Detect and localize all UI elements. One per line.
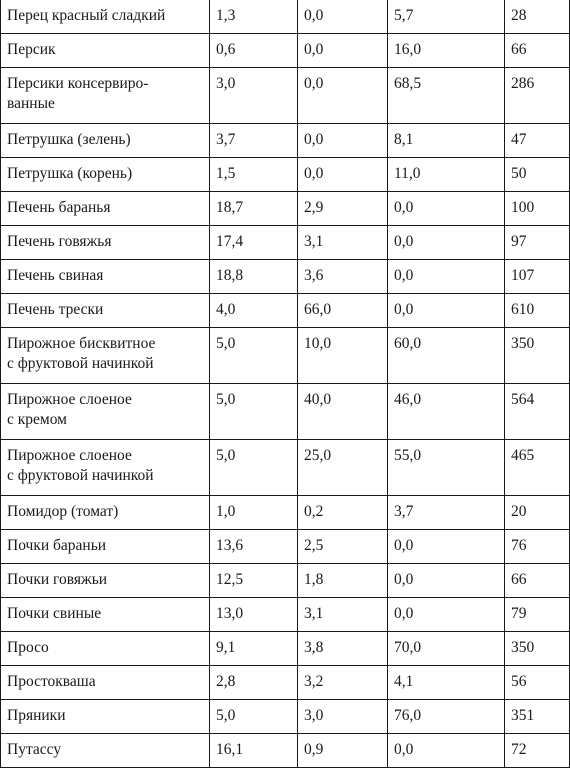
value-cell-1: 1,5 bbox=[210, 158, 298, 192]
product-name-cell: Петрушка (зелень) bbox=[1, 124, 210, 158]
value-cell-3: 76,0 bbox=[388, 700, 505, 734]
product-name-cell: Простокваша bbox=[1, 666, 210, 700]
value-cell-4: 20 bbox=[505, 496, 570, 530]
value-cell-3: 70,0 bbox=[388, 632, 505, 666]
value-cell-3: 8,1 bbox=[388, 124, 505, 158]
table-row bbox=[1, 192, 570, 226]
table-row bbox=[1, 384, 570, 440]
value-cell-1: 18,7 bbox=[210, 192, 298, 226]
table-row bbox=[1, 700, 570, 734]
value-cell-4: 76 bbox=[505, 530, 570, 564]
value-cell-1: 18,8 bbox=[210, 260, 298, 294]
value-cell-2: 40,0 bbox=[298, 384, 388, 440]
value-cell-1: 3,0 bbox=[210, 68, 298, 124]
value-cell-4: 350 bbox=[505, 328, 570, 384]
table-row bbox=[1, 496, 570, 530]
product-name-cell: Пирожное бисквитное с фруктовой начинкой bbox=[1, 328, 210, 384]
value-cell-2: 3,8 bbox=[298, 632, 388, 666]
value-cell-4: 97 bbox=[505, 226, 570, 260]
product-name-cell: Петрушка (корень) bbox=[1, 158, 210, 192]
product-name-cell: Почки бараньи bbox=[1, 530, 210, 564]
value-cell-2: 0,0 bbox=[298, 0, 388, 34]
value-cell-2: 10,0 bbox=[298, 328, 388, 384]
product-name-cell: Печень говяжья bbox=[1, 226, 210, 260]
value-cell-4: 50 bbox=[505, 158, 570, 192]
value-cell-2: 3,2 bbox=[298, 666, 388, 700]
value-cell-4: 350 bbox=[505, 632, 570, 666]
value-cell-2: 0,0 bbox=[298, 68, 388, 124]
value-cell-4: 564 bbox=[505, 384, 570, 440]
value-cell-3: 0,0 bbox=[388, 598, 505, 632]
value-cell-2: 0,2 bbox=[298, 496, 388, 530]
value-cell-1: 5,0 bbox=[210, 700, 298, 734]
value-cell-1: 1,3 bbox=[210, 0, 298, 34]
value-cell-2: 0,0 bbox=[298, 34, 388, 68]
value-cell-3: 60,0 bbox=[388, 328, 505, 384]
value-cell-2: 1,8 bbox=[298, 564, 388, 598]
table-row bbox=[1, 68, 570, 124]
value-cell-3: 0,0 bbox=[388, 294, 505, 328]
value-cell-3: 46,0 bbox=[388, 384, 505, 440]
value-cell-2: 2,5 bbox=[298, 530, 388, 564]
value-cell-3: 0,0 bbox=[388, 734, 505, 768]
value-cell-2: 2,9 bbox=[298, 192, 388, 226]
product-name-cell: Персики консервиро- ванные bbox=[1, 68, 210, 124]
value-cell-4: 79 bbox=[505, 598, 570, 632]
value-cell-3: 5,7 bbox=[388, 0, 505, 34]
table-row bbox=[1, 632, 570, 666]
product-name-cell: Печень баранья bbox=[1, 192, 210, 226]
value-cell-4: 107 bbox=[505, 260, 570, 294]
value-cell-1: 12,5 bbox=[210, 564, 298, 598]
value-cell-3: 4,1 bbox=[388, 666, 505, 700]
value-cell-1: 1,0 bbox=[210, 496, 298, 530]
product-name-cell: Печень свиная bbox=[1, 260, 210, 294]
value-cell-2: 66,0 bbox=[298, 294, 388, 328]
value-cell-4: 351 bbox=[505, 700, 570, 734]
value-cell-3: 68,5 bbox=[388, 68, 505, 124]
table-row bbox=[1, 564, 570, 598]
value-cell-4: 47 bbox=[505, 124, 570, 158]
product-name-cell: Просо bbox=[1, 632, 210, 666]
value-cell-1: 17,4 bbox=[210, 226, 298, 260]
value-cell-2: 25,0 bbox=[298, 440, 388, 496]
value-cell-1: 3,7 bbox=[210, 124, 298, 158]
value-cell-1: 5,0 bbox=[210, 328, 298, 384]
value-cell-4: 66 bbox=[505, 34, 570, 68]
value-cell-4: 72 bbox=[505, 734, 570, 768]
product-name-cell: Почки говяжьи bbox=[1, 564, 210, 598]
value-cell-2: 3,0 bbox=[298, 700, 388, 734]
table-row bbox=[1, 294, 570, 328]
value-cell-4: 286 bbox=[505, 68, 570, 124]
table-row bbox=[1, 0, 570, 34]
table-row bbox=[1, 440, 570, 496]
value-cell-2: 0,0 bbox=[298, 124, 388, 158]
product-name-cell: Пирожное слоеное с кремом bbox=[1, 384, 210, 440]
value-cell-3: 11,0 bbox=[388, 158, 505, 192]
table-row bbox=[1, 158, 570, 192]
value-cell-1: 13,0 bbox=[210, 598, 298, 632]
table-row bbox=[1, 260, 570, 294]
value-cell-2: 3,6 bbox=[298, 260, 388, 294]
value-cell-2: 3,1 bbox=[298, 226, 388, 260]
value-cell-1: 13,6 bbox=[210, 530, 298, 564]
value-cell-1: 2,8 bbox=[210, 666, 298, 700]
value-cell-3: 0,0 bbox=[388, 564, 505, 598]
value-cell-4: 465 bbox=[505, 440, 570, 496]
product-name-cell: Пирожное слоеное с фруктовой начинкой bbox=[1, 440, 210, 496]
value-cell-1: 16,1 bbox=[210, 734, 298, 768]
table-row bbox=[1, 124, 570, 158]
value-cell-4: 56 bbox=[505, 666, 570, 700]
value-cell-4: 66 bbox=[505, 564, 570, 598]
value-cell-3: 0,0 bbox=[388, 260, 505, 294]
value-cell-1: 5,0 bbox=[210, 440, 298, 496]
table-row bbox=[1, 34, 570, 68]
product-name-cell: Помидор (томат) bbox=[1, 496, 210, 530]
value-cell-4: 610 bbox=[505, 294, 570, 328]
value-cell-3: 0,0 bbox=[388, 192, 505, 226]
table-row bbox=[1, 598, 570, 632]
product-name-cell: Перец красный сладкий bbox=[1, 0, 210, 34]
table-row bbox=[1, 226, 570, 260]
table-row bbox=[1, 530, 570, 564]
value-cell-3: 0,0 bbox=[388, 530, 505, 564]
product-name-cell: Печень трески bbox=[1, 294, 210, 328]
value-cell-2: 0,0 bbox=[298, 158, 388, 192]
table-row bbox=[1, 666, 570, 700]
value-cell-1: 9,1 bbox=[210, 632, 298, 666]
table-body bbox=[1, 0, 570, 768]
table-row bbox=[1, 328, 570, 384]
value-cell-3: 3,7 bbox=[388, 496, 505, 530]
product-name-cell: Почки свиные bbox=[1, 598, 210, 632]
product-name-cell: Путассу bbox=[1, 734, 210, 768]
value-cell-1: 4,0 bbox=[210, 294, 298, 328]
value-cell-3: 16,0 bbox=[388, 34, 505, 68]
value-cell-4: 100 bbox=[505, 192, 570, 226]
value-cell-1: 5,0 bbox=[210, 384, 298, 440]
value-cell-1: 0,6 bbox=[210, 34, 298, 68]
product-name-cell: Пряники bbox=[1, 700, 210, 734]
table-row bbox=[1, 734, 570, 768]
value-cell-3: 0,0 bbox=[388, 226, 505, 260]
product-name-cell: Персик bbox=[1, 34, 210, 68]
value-cell-2: 0,9 bbox=[298, 734, 388, 768]
value-cell-4: 28 bbox=[505, 0, 570, 34]
value-cell-2: 3,1 bbox=[298, 598, 388, 632]
value-cell-3: 55,0 bbox=[388, 440, 505, 496]
